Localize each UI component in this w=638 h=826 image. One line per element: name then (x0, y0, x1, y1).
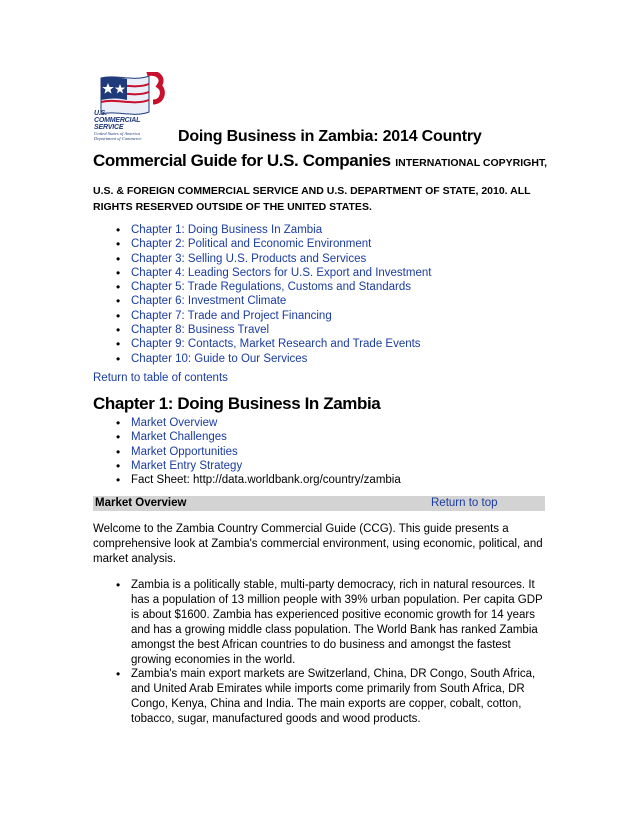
bullet-icon: • (116, 223, 121, 237)
section-item (93, 459, 401, 473)
chapter-item (93, 337, 431, 351)
section-item (93, 430, 401, 444)
chapter-link-4[interactable]: Chapter 4: Leading Sectors for U.S. Export and Investment (131, 266, 432, 279)
bullet-icon: • (116, 237, 121, 252)
logo-sub-usa: United States of America (94, 131, 140, 136)
overview-bullet-1 (93, 578, 553, 668)
bullet-icon: • (116, 280, 121, 295)
chapter-link-6[interactable]: Chapter 6: Investment Climate (131, 295, 287, 308)
return-to-top-link[interactable]: Return to top (431, 497, 498, 509)
guide-title-line2: Commercial Guide for U.S. Companies (93, 151, 391, 170)
bullet-icon: • (116, 323, 121, 338)
bullet-icon: • (116, 308, 121, 323)
chapter-link-2[interactable]: Chapter 2: Political and Economic Environment (131, 238, 372, 251)
chapter-item (93, 280, 431, 294)
section-link-market-entry-strategy[interactable]: Market Entry Strategy (131, 459, 243, 472)
section-item (93, 445, 401, 459)
chapter-item (93, 294, 431, 308)
chapter-link-3[interactable]: Chapter 3: Selling U.S. Products and Services (131, 252, 367, 265)
chapter-item (93, 266, 431, 280)
bullet-icon: • (116, 416, 121, 430)
bullet-icon: • (116, 265, 121, 280)
bullet-icon: • (116, 294, 121, 309)
chapter-link-10[interactable]: Chapter 10: Guide to Our Services (131, 352, 308, 365)
chapter-link-5[interactable]: Chapter 5: Trade Regulations, Customs and Standards (131, 281, 411, 294)
logo-line-service: SERVICE (94, 124, 124, 131)
bullet-icon: • (116, 578, 121, 592)
market-overview-title: Market Overview (95, 497, 187, 509)
us-commercial-service-logo (93, 72, 173, 146)
logo-sub-commerce: Department of Commerce (94, 136, 142, 141)
chapter-item (93, 323, 431, 337)
logo-text (94, 110, 154, 141)
chapter-link-7[interactable]: Chapter 7: Trade and Project Financing (131, 309, 332, 322)
guide-title-line1: Doing Business in Zambia: 2014 Country (178, 128, 482, 145)
bullet-icon: • (116, 444, 121, 459)
market-overview-bar (93, 496, 545, 511)
copyright-notice-start: INTERNATIONAL COPYRIGHT, (395, 157, 548, 169)
chapter-item (93, 223, 431, 237)
fact-sheet-text: Fact Sheet: http://data.worldbank.org/country/zambia (131, 474, 401, 487)
return-to-toc-link[interactable]: Return to table of contents (93, 372, 228, 384)
chapter-link-9[interactable]: Chapter 9: Contacts, Market Research and Trade Events (131, 338, 421, 351)
section-item (93, 473, 401, 487)
section-link-market-opportunities[interactable]: Market Opportunities (131, 445, 238, 458)
chapter1-heading: Chapter 1: Doing Business In Zambia (93, 394, 381, 413)
bullet-icon: • (116, 667, 121, 681)
chapter-link-8[interactable]: Chapter 8: Business Travel (131, 324, 270, 337)
intro-paragraph: Welcome to the Zambia Country Commercial Guide (CCG). This guide presents a comprehensive look at Zambia's commercial environment, using economic, political, and market analysis. (93, 523, 543, 565)
copyright-notice: U.S. & FOREIGN COMMERCIAL SERVICE AND U.S. DEPARTMENT OF STATE, 2010. ALL RIGHTS RESERVED OUTSIDE OF THE UNITED STATES. (93, 185, 531, 213)
section-link-market-challenges[interactable]: Market Challenges (131, 431, 227, 444)
chapter-item (93, 252, 431, 266)
chapter-item (93, 352, 431, 366)
chapter-link-1[interactable]: Chapter 1: Doing Business In Zambia (131, 224, 323, 236)
chapter-item (93, 309, 431, 323)
bullet-icon: • (116, 337, 121, 352)
overview-bullet-text: Zambia is a politically stable, multi-party democracy, rich in natural resources. It has a population of 13 million people with 39% urban population. Per capita GDP is about $1600. Zambia has experienced positive economic growth for 14 years and has a growing middle class population. The World Bank has ranked Zambia amongst the best African countries to do business and amongst the fastest growing economies in the world. (131, 579, 543, 666)
chapter-list (93, 223, 431, 366)
chapter-item (93, 237, 431, 251)
overview-bullet-2 (93, 667, 553, 727)
bullet-icon: • (116, 473, 121, 488)
logo-line-commercial: COMMERCIAL (94, 117, 141, 124)
bullet-icon: • (116, 351, 121, 366)
overview-bullet-text: Zambia's main export markets are Switzerland, China, DR Congo, South Africa, and United Arab Emirates while imports come primarily from South Africa, DR Congo, Kenya, China and India. The main exports are copper, cobalt, cotton, tobacco, sugar, manufactured goods and wood products. (131, 668, 536, 725)
guide-title-line2-row (93, 151, 547, 171)
section-link-market-overview[interactable]: Market Overview (131, 417, 218, 429)
section-item (93, 416, 401, 430)
bullet-icon: • (116, 430, 121, 445)
logo-line-us: U.S. (94, 110, 107, 117)
chapter1-section-list (93, 416, 401, 487)
bullet-icon: • (116, 458, 121, 473)
bullet-icon: • (116, 251, 121, 266)
